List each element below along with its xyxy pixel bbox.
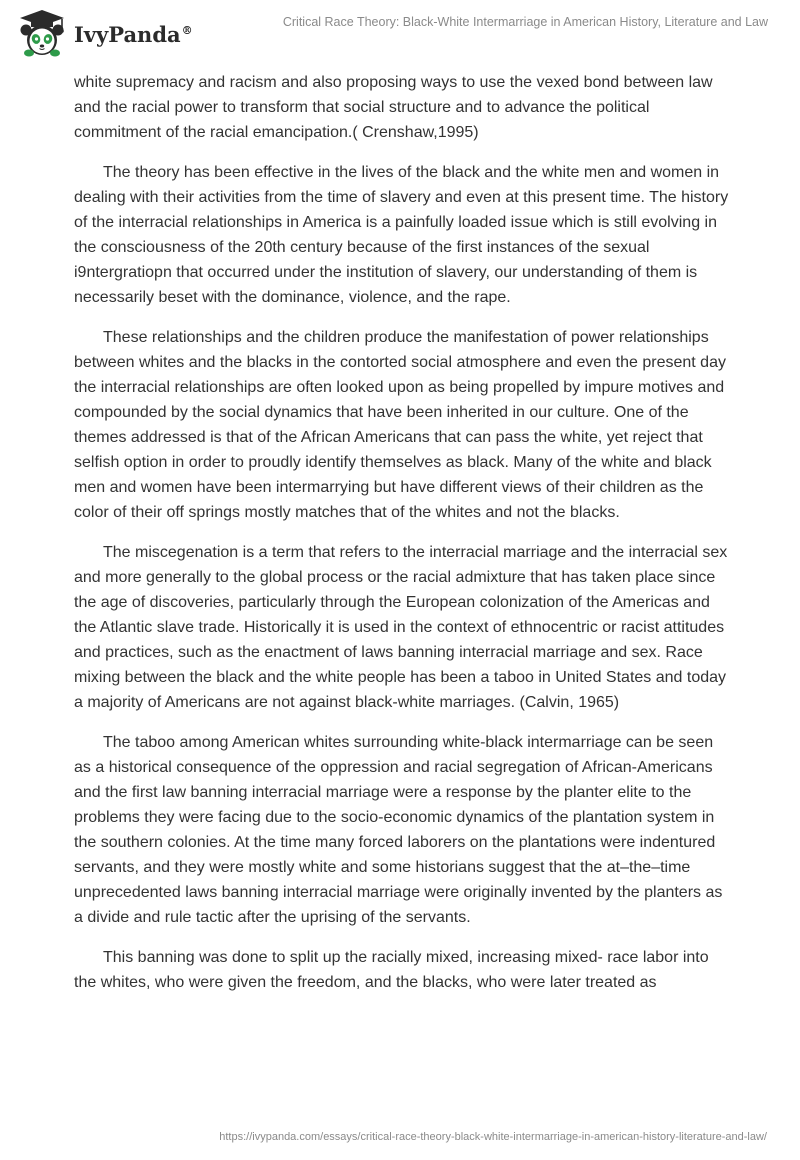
paragraph-3: These relationships and the children produce the manifestation of power relationships between whites and the blacks in the contorted social atmosphere and even the present day the interracial relationships are often looked upon as being propelled by impure motives and compounded by the social dynamics that have been inherited in our culture. One of the themes addressed is that of the African Americans that can pass the white, yet reject that selfish option in order to proudly identify themselves as black. Many of the white and black men and women have been intermarrying but have different views of their children as the color of their off springs mostly matches that of the whites and not the blacks. <box>74 329 726 521</box>
paragraph-1: white supremacy and racism and also proposing ways to use the vexed bond between law and the racial power to transform that social structure and to advance the political commitment of the racial emancipation.( Crenshaw,1995) <box>74 74 713 141</box>
brand-logo[interactable] <box>14 8 193 58</box>
paragraph-5: The taboo among American whites surrounding white-black intermarriage can be seen as a historical consequence of the oppression and racial segregation of African-Americans and the first law banning interracial marriage were a response by the planter elite to the problems they were facing due to the socio-economic dynamics of the plantation system in the southern colonies. At the time many forced laborers on the plantations were indentured servants, and they were mostly white and some historians suggest that the at–the–time unprecedented laws banning interracial marriage were originally invented by the planters as a divide and rule tactic after the uprising of the servants. <box>74 734 723 926</box>
paragraph-2: The theory has been effective in the lives of the black and the white men and women in dealing with their activities from the time of slavery and even at this present time. The history of the interracial relationships in America is a painfully loaded issue which is still evolving in the consciousness of the 20th century because of the first instances of the sexual i9ntergratiopn that occurred under the institution of slavery, our understanding of them is necessarily beset with the dominance, violence, and the rape. <box>74 164 729 306</box>
panda-graduate-logo-icon <box>14 8 70 58</box>
page-header <box>0 0 800 62</box>
brand-name: IvyPanda® <box>74 21 193 47</box>
paragraph-6: This banning was done to split up the racially mixed, increasing mixed- race labor into the whites, who were given the freedom, and the blacks, who were later treated as <box>74 949 709 991</box>
essay-body <box>74 70 734 1010</box>
registered-mark: ® <box>181 23 193 37</box>
paragraph-4: The miscegenation is a term that refers to the interracial marriage and the interracial sex and more generally to the global process or the racial admixture that has taken place since the age of discoveries, particularly through the European colonization of the Americas and the Atlantic slave trade. Historically it is used in the context of ethnocentric or racist attitudes and practices, such as the enactment of laws banning interracial marriage and sex. Race mixing between the black and the white people has been a taboo in United States and today a majority of Americans are not against black-white marriages. (Calvin, 1965) <box>74 544 728 711</box>
source-url[interactable]: https://ivypanda.com/essays/critical-race-theory-black-white-intermarriage-in-american-history-literature-and-law/ <box>219 1131 767 1143</box>
document-title: Critical Race Theory: Black-White Intermarriage in American History, Literature and Law <box>282 15 768 29</box>
